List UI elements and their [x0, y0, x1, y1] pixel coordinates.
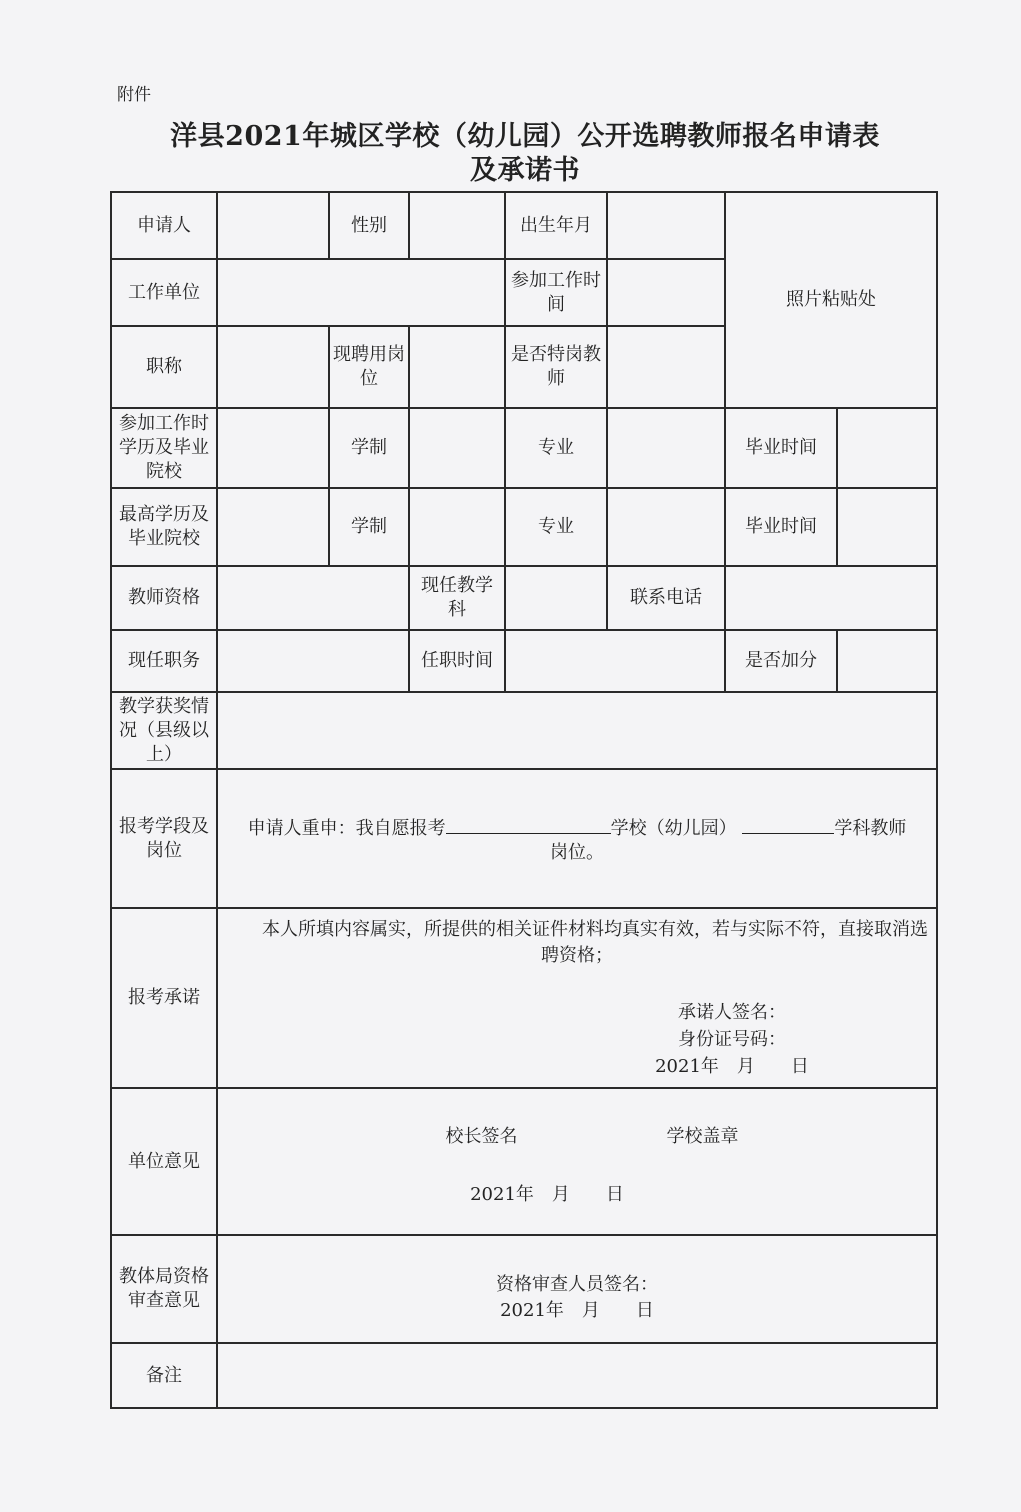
- label-edu-first: 参加工作时学历及毕业院校: [111, 408, 217, 488]
- row-apply-post: [111, 769, 937, 908]
- unit-opinion-date: 2021年 月 日: [470, 1183, 624, 1205]
- row-edu-first: [111, 408, 937, 488]
- work-start-field[interactable]: [607, 259, 725, 326]
- label-current-post: 现聘用岗位: [329, 326, 409, 408]
- label-pledge: 报考承诺: [111, 908, 217, 1088]
- school-length-1-field[interactable]: [409, 408, 505, 488]
- label-edu-highest: 最高学历及毕业院校: [111, 488, 217, 566]
- label-major-1: 专业: [505, 408, 607, 488]
- application-form-table: [110, 191, 938, 1409]
- edu-highest-field[interactable]: [217, 488, 329, 566]
- grad-time-2-field[interactable]: [837, 488, 937, 566]
- pledge-text: 本人所填内容属实，所提供的相关证件材料均真实有效，若与实际不符，直接取消选聘资格；: [262, 918, 928, 966]
- title-field[interactable]: [217, 326, 329, 408]
- special-post-field[interactable]: [607, 326, 725, 408]
- row-pledge: [111, 908, 937, 1088]
- pledge-signature-block: [531, 999, 933, 1080]
- pledge-sign-label: 承诺人签名：: [678, 1001, 786, 1023]
- label-school-length-1: 学制: [329, 408, 409, 488]
- label-current-duty: 现任职务: [111, 630, 217, 692]
- row-applicant: [111, 192, 937, 259]
- row-cert: [111, 566, 937, 630]
- bureau-review-date: 2021年 月 日: [500, 1300, 654, 1321]
- principal-sign-label: 校长签名: [445, 1125, 518, 1147]
- label-duty-time: 任职时间: [409, 630, 505, 692]
- phone-field[interactable]: [725, 566, 937, 630]
- subject-blank[interactable]: [742, 813, 834, 834]
- label-major-2: 专业: [505, 488, 607, 566]
- declaration-cell: [217, 769, 937, 908]
- work-unit-field[interactable]: [217, 259, 505, 326]
- pledge-cell: [217, 908, 937, 1088]
- remarks-field[interactable]: [217, 1343, 937, 1408]
- unit-opinion-cell: [217, 1088, 937, 1235]
- label-applicant: 申请人: [111, 192, 217, 259]
- row-unit-opinion: [111, 1088, 937, 1235]
- row-edu-highest: [111, 488, 937, 566]
- label-grad-time-1: 毕业时间: [725, 408, 837, 488]
- row-remarks: [111, 1343, 937, 1408]
- gender-field[interactable]: [409, 192, 505, 259]
- reviewer-sign-label: 资格审查人员签名：: [496, 1274, 658, 1295]
- school-length-2-field[interactable]: [409, 488, 505, 566]
- label-phone: 联系电话: [607, 566, 725, 630]
- school-blank[interactable]: [446, 813, 611, 834]
- label-grad-time-2: 毕业时间: [725, 488, 837, 566]
- duty-time-field[interactable]: [505, 630, 725, 692]
- form-subtitle: 及承诺书: [470, 155, 580, 186]
- awards-field[interactable]: [217, 692, 937, 769]
- label-birth: 出生年月: [505, 192, 607, 259]
- applicant-field[interactable]: [217, 192, 329, 259]
- label-gender: 性别: [329, 192, 409, 259]
- label-apply-post: 报考学段及岗位: [111, 769, 217, 908]
- form-title: 洋县2021年城区学校（幼儿园）公开选聘教师报名申请表: [170, 121, 880, 152]
- label-special-post: 是否特岗教师: [505, 326, 607, 408]
- label-unit-opinion: 单位意见: [111, 1088, 217, 1235]
- label-awards: 教学获奖情况（县级以上）: [111, 692, 217, 769]
- label-work-unit: 工作单位: [111, 259, 217, 326]
- label-bonus: 是否加分: [725, 630, 837, 692]
- current-post-field[interactable]: [409, 326, 505, 408]
- bureau-review-cell: [217, 1235, 937, 1343]
- photo-area[interactable]: 照片粘贴处: [725, 192, 937, 408]
- teacher-cert-field[interactable]: [217, 566, 409, 630]
- declaration-suffix: 学科教师: [834, 817, 907, 839]
- row-awards: [111, 692, 937, 769]
- current-duty-field[interactable]: [217, 630, 409, 692]
- current-subject-field[interactable]: [505, 566, 607, 630]
- major-2-field[interactable]: [607, 488, 725, 566]
- label-bureau-review: 教体局资格审查意见: [111, 1235, 217, 1343]
- edu-first-field[interactable]: [217, 408, 329, 488]
- bonus-field[interactable]: [837, 630, 937, 692]
- school-seal-label: 学校盖章: [666, 1125, 739, 1147]
- attachment-label: 附件: [117, 85, 151, 105]
- label-teacher-cert: 教师资格: [111, 566, 217, 630]
- pledge-id-label: 身份证号码：: [678, 1028, 786, 1050]
- row-bureau-review: [111, 1235, 937, 1343]
- label-current-subject: 现任教学科: [409, 566, 505, 630]
- major-1-field[interactable]: [607, 408, 725, 488]
- label-work-start: 参加工作时间: [505, 259, 607, 326]
- grad-time-1-field[interactable]: [837, 408, 937, 488]
- label-school-length-2: 学制: [329, 488, 409, 566]
- row-duty: [111, 630, 937, 692]
- declaration-line2: 岗位。: [550, 841, 604, 863]
- label-title: 职称: [111, 326, 217, 408]
- declaration-prefix: 申请人重申：我自愿报考: [247, 817, 446, 839]
- pledge-date: 2021年 月 日: [655, 1055, 809, 1077]
- birth-field[interactable]: [607, 192, 725, 259]
- declaration-mid: 学校（幼儿园）: [610, 817, 737, 839]
- label-remarks: 备注: [111, 1343, 217, 1408]
